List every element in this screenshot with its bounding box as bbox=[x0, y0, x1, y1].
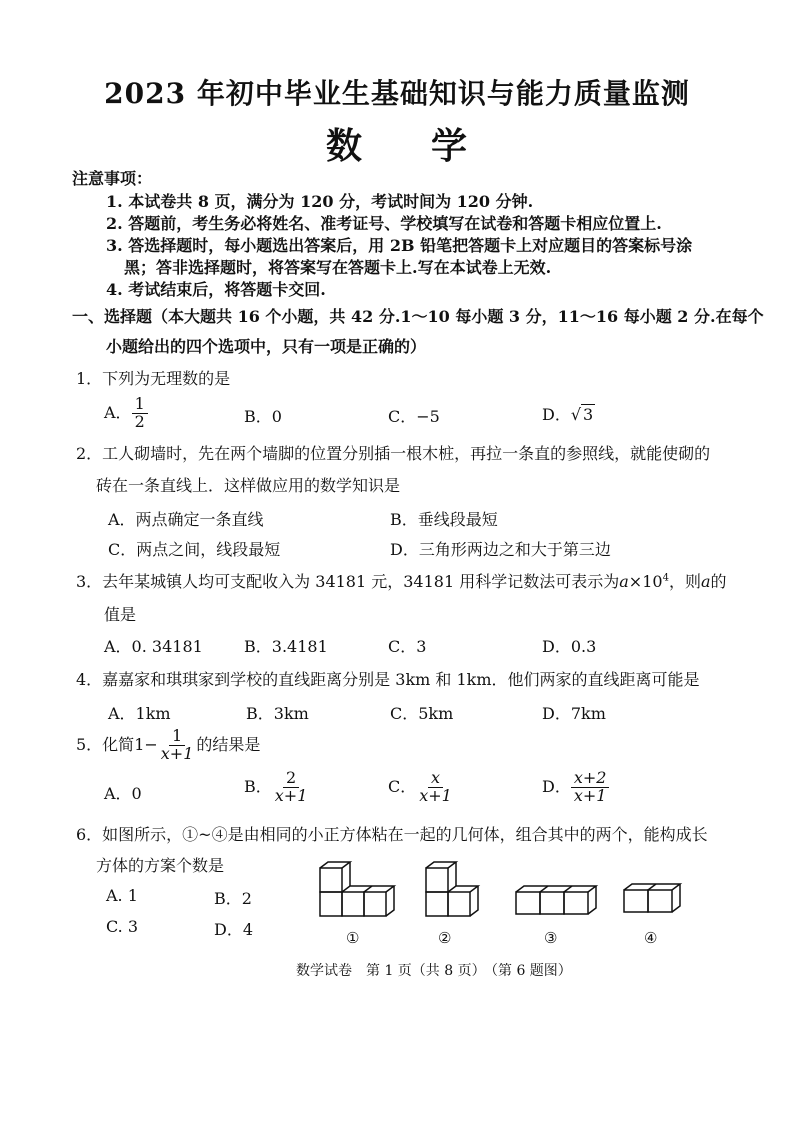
q3-option-a: A．0. 34181 bbox=[104, 637, 203, 656]
q1-a-den: 2 bbox=[134, 411, 145, 431]
q1-d-label: D． bbox=[542, 405, 571, 424]
q2-option-a: A．两点确定一条直线 bbox=[108, 510, 264, 529]
q1-option-a bbox=[104, 396, 148, 431]
q5-option-d bbox=[542, 770, 609, 805]
section-heading: 一、选择题（本大题共 16 个小题，共 42 分.1～10 每小题 3 分，11～16 每小题 2 分.在每个 bbox=[72, 307, 764, 326]
subject-char-1: 数 bbox=[325, 125, 363, 167]
q2-stem-line2: 砖在一条直线上．这样做应用的数学知识是 bbox=[96, 476, 401, 495]
q5-c-label: C． bbox=[388, 776, 417, 796]
q5-c-fraction bbox=[416, 770, 455, 805]
exam-title: 2023 年初中毕业生基础知识与能力质量监测 bbox=[104, 77, 690, 110]
q5-option-c bbox=[388, 770, 455, 805]
q5-b-fraction bbox=[272, 770, 311, 805]
q5-b-den: x+1 bbox=[274, 785, 308, 805]
q5-b-label: B． bbox=[244, 776, 272, 796]
q3-var-a: a bbox=[619, 572, 629, 591]
q4-option-a: A．1km bbox=[108, 704, 171, 723]
q3-option-c: C．3 bbox=[388, 637, 427, 656]
q4-option-b: B．3km bbox=[246, 704, 309, 723]
q5-d-fraction bbox=[571, 770, 610, 805]
figure-2-solid bbox=[426, 862, 478, 916]
q2-option-b: B．垂线段最短 bbox=[390, 510, 498, 529]
figure-4-solid bbox=[624, 884, 680, 912]
figure-label-2: ② bbox=[438, 929, 452, 947]
figure-label-3: ③ bbox=[544, 929, 558, 947]
q5-stem bbox=[76, 728, 260, 763]
notice-item-2: 2. 答题前，考生务必将姓名、准考证号、学校填写在试卷和答题卡相应位置上. bbox=[106, 214, 662, 233]
q6-stem-line1: 6．如图所示，①~④是由相同的小正方体粘在一起的几何体，组合其中的两个，能构成长 bbox=[76, 825, 708, 844]
q4-stem: 4．嘉嘉家和琪琪家到学校的直线距离分别是 3km 和 1km．他们两家的直线距离可能是 bbox=[76, 670, 700, 689]
q3-option-b: B．3.4181 bbox=[244, 637, 328, 656]
q1-a-label: A． bbox=[104, 402, 132, 422]
notice-item-3: 3. 答选择题时，每小题选出答案后，用 2B 铅笔把答题卡上对应题目的答案标号涂 bbox=[106, 236, 693, 255]
figure-caption: （第 6 题图） bbox=[484, 963, 572, 979]
q5-stem-den: x+1 bbox=[160, 743, 194, 763]
page-footer: 数学试卷 第 1 页（共 8 页） bbox=[296, 963, 486, 979]
q5-stem-num: 1 bbox=[169, 728, 185, 746]
q2-option-c: C．两点之间，线段最短 bbox=[108, 540, 281, 559]
notice-item-3-cont: 黑；答非选择题时，将答案写在答题卡上.写在本试卷上无效. bbox=[124, 258, 552, 277]
q5-d-den: x+1 bbox=[573, 785, 607, 805]
q5-stem-part2: 的结果是 bbox=[196, 734, 261, 754]
q3-stem-part2: ，则 bbox=[668, 572, 701, 591]
notice-item-4: 4. 考试结束后，将答题卡交回. bbox=[106, 280, 326, 299]
notice-item-1: 1. 本试卷共 8 页，满分为 120 分，考试时间为 120 分钟. bbox=[106, 192, 534, 211]
q1-stem: 1．下列为无理数的是 bbox=[76, 369, 231, 388]
q3-stem-line1 bbox=[76, 569, 727, 592]
figure-1-solid bbox=[320, 862, 394, 916]
q6-figure bbox=[300, 862, 700, 932]
q5-stem-fraction bbox=[158, 728, 197, 763]
q3-stem-line2: 值是 bbox=[104, 605, 137, 624]
q1-option-c: C．−5 bbox=[388, 407, 440, 426]
q1-d-sqrt: √ 3 bbox=[570, 405, 594, 424]
q6-stem-line2: 方体的方案个数是 bbox=[96, 856, 225, 875]
q5-stem-part1: 5．化简 bbox=[76, 734, 135, 754]
q6-option-d: D．4 bbox=[214, 920, 254, 939]
q5-c-num: x bbox=[428, 770, 443, 788]
q1-d-radicand: 3 bbox=[583, 405, 594, 424]
q1-a-fraction bbox=[132, 396, 148, 431]
q2-stem-line1: 2．工人砌墙时，先在两个墙脚的位置分别插一根木桩，再拉一条直的参照线，就能使砌的 bbox=[76, 444, 711, 463]
q5-option-b bbox=[244, 770, 310, 805]
q1-a-num: 1 bbox=[132, 396, 148, 414]
figure-label-1: ① bbox=[346, 929, 360, 947]
q5-b-num: 2 bbox=[283, 770, 299, 788]
q3-exponent: 4 bbox=[662, 572, 669, 584]
subject-title bbox=[0, 118, 794, 169]
figure-3-solid bbox=[516, 886, 596, 914]
q4-option-d: D．7km bbox=[542, 704, 606, 723]
q1-option-b: B．0 bbox=[244, 407, 282, 426]
q3-times: ×10 bbox=[628, 572, 663, 591]
q5-d-label: D． bbox=[542, 776, 571, 796]
q3-option-d: D．0.3 bbox=[542, 637, 597, 656]
q6-option-b: B．2 bbox=[214, 889, 252, 908]
q6-option-a: A. 1 bbox=[106, 886, 138, 905]
section-heading-cont: 小题给出的四个选项中，只有一项是正确的） bbox=[106, 337, 427, 356]
figure-label-4: ④ bbox=[644, 929, 658, 947]
q5-one-minus: 1− bbox=[134, 734, 158, 754]
q5-c-den: x+1 bbox=[419, 785, 452, 805]
q1-option-d bbox=[542, 402, 595, 425]
q6-option-c: C. 3 bbox=[106, 917, 139, 936]
q4-option-c: C．5km bbox=[390, 704, 454, 723]
q3-stem-part1: 3．去年某城镇人均可支配收入为 34181 元，34181 用科学记数法可表示为 bbox=[76, 572, 620, 591]
q5-d-num: x+2 bbox=[571, 770, 610, 788]
q2-option-d: D．三角形两边之和大于第三边 bbox=[390, 540, 611, 559]
q5-option-a: A．0 bbox=[104, 784, 142, 803]
q3-var-a2: a bbox=[700, 572, 711, 591]
q3-stem-part3: 的 bbox=[710, 572, 727, 591]
subject-char-2: 学 bbox=[431, 125, 469, 167]
notice-heading: 注意事项： bbox=[72, 169, 153, 188]
